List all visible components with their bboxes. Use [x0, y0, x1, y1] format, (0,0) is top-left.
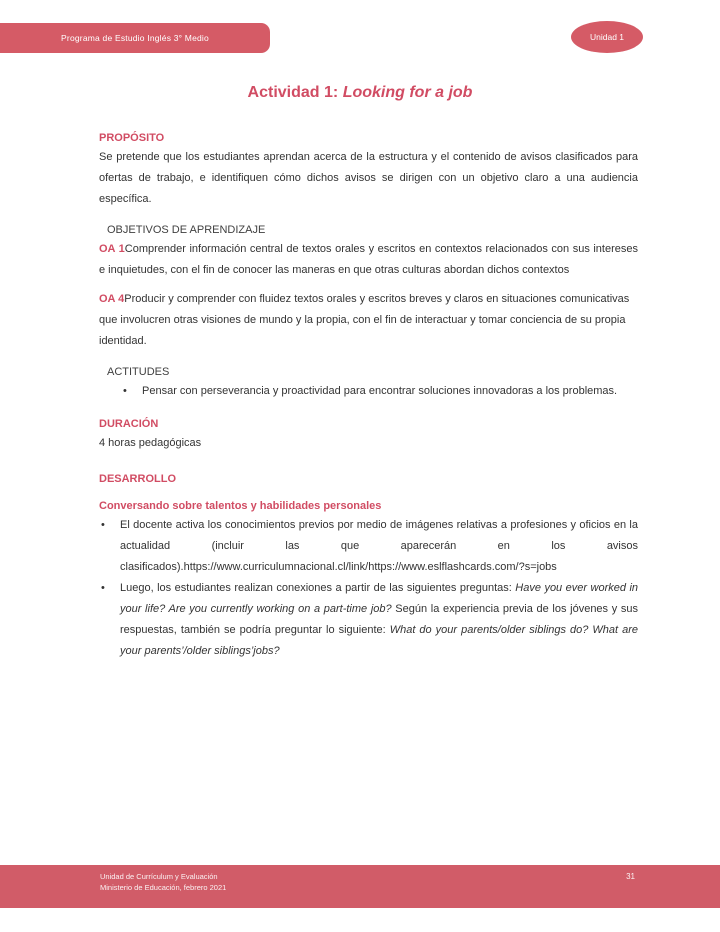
activity-title [0, 84, 720, 102]
desarrollo-bullet2-text-2: Según la experiencia previa de los jóvenes y sus respuestas, también se podría preguntar lo siguiente: [120, 603, 638, 636]
desarrollo-bullet1-text: El docente activa los conocimientos previos por medio de imágenes relativas a profesiones y oficios en la actualidad (incluir las que aparecerán en los avisos clasificados). [120, 519, 638, 573]
activity-title-italic: Looking for a job [342, 84, 473, 101]
footer-credits [100, 871, 226, 893]
desarrollo-bullet-1 [99, 515, 638, 578]
unit-badge-label: Unidad 1 [589, 32, 625, 42]
duracion-heading: DURACIÓN [99, 418, 159, 430]
page-number: 31 [626, 872, 635, 881]
activity-title-prefix: Actividad 1: [247, 84, 343, 101]
desarrollo-bullet2-question-1: Have you ever worked in your life? Are you currently working on a part-time job? [120, 582, 639, 615]
duracion-body: 4 horas pedagógicas [99, 437, 202, 449]
objetivos-heading: OBJETIVOS DE APRENDIZAJE [107, 224, 266, 236]
oa4-paragraph [99, 289, 638, 352]
proposito-heading: PROPÓSITO [99, 132, 165, 144]
actitudes-bullet-text: Pensar con perseverancia y proactividad para encontrar soluciones innovadoras a los problemas. [142, 385, 618, 397]
program-badge [0, 23, 270, 53]
actitudes-heading: ACTITUDES [107, 366, 170, 378]
proposito-paragraph: Se pretende que los estudiantes aprendan acerca de la estructura y el contenido de avisos clasificados para ofertas de trabajo, e identifiquen cómo dichos avisos se dirigen con un objetivo claro a una audiencia específica. [99, 151, 638, 205]
desarrollo-bullet2-question-2: What do your parents/older siblings do? What are your parents’/older siblings’jobs? [120, 624, 638, 657]
footer-line-2: Ministerio de Educación, febrero 2021 [100, 883, 227, 892]
desarrollo-bullet2-text-1: Luego, los estudiantes realizan conexiones a partir de las siguientes preguntas: [120, 582, 516, 594]
oa1-paragraph [99, 239, 638, 281]
desarrollo-heading: DESARROLLO [99, 473, 176, 485]
oa1-text: Comprender información central de textos orales y escritos en contextos relacionados con sus intereses e inquietudes, con el fin de conocer las maneras en que otras culturas abordan dichos contextos [99, 243, 638, 276]
document-body [99, 130, 638, 662]
curriculum-link[interactable]: https://www.curriculumnacional.cl/link/https://www.eslflashcards.com/?s=jobs [183, 561, 557, 573]
footer-bar [0, 865, 720, 908]
oa4-label: OA 4 [99, 293, 125, 305]
oa4-text: Producir y comprender con fluidez textos orales y escritos breves y claros en situaciones comunicativas que involucren otras visiones de mundo y la propia, con el fin de interactuar y tomar conciencia de su propia identidad. [99, 293, 630, 347]
oa1-label: OA 1 [99, 243, 125, 255]
footer-line-1: Unidad de Currículum y Evaluación [100, 872, 218, 881]
desarrollo-subheading: Conversando sobre talentos y habilidades personales [99, 500, 382, 512]
actitudes-bullet [99, 381, 638, 402]
program-badge-label: Programa de Estudio Inglés 3° Medio [61, 33, 209, 43]
unit-badge [571, 21, 643, 53]
desarrollo-bullet-2 [99, 578, 638, 662]
